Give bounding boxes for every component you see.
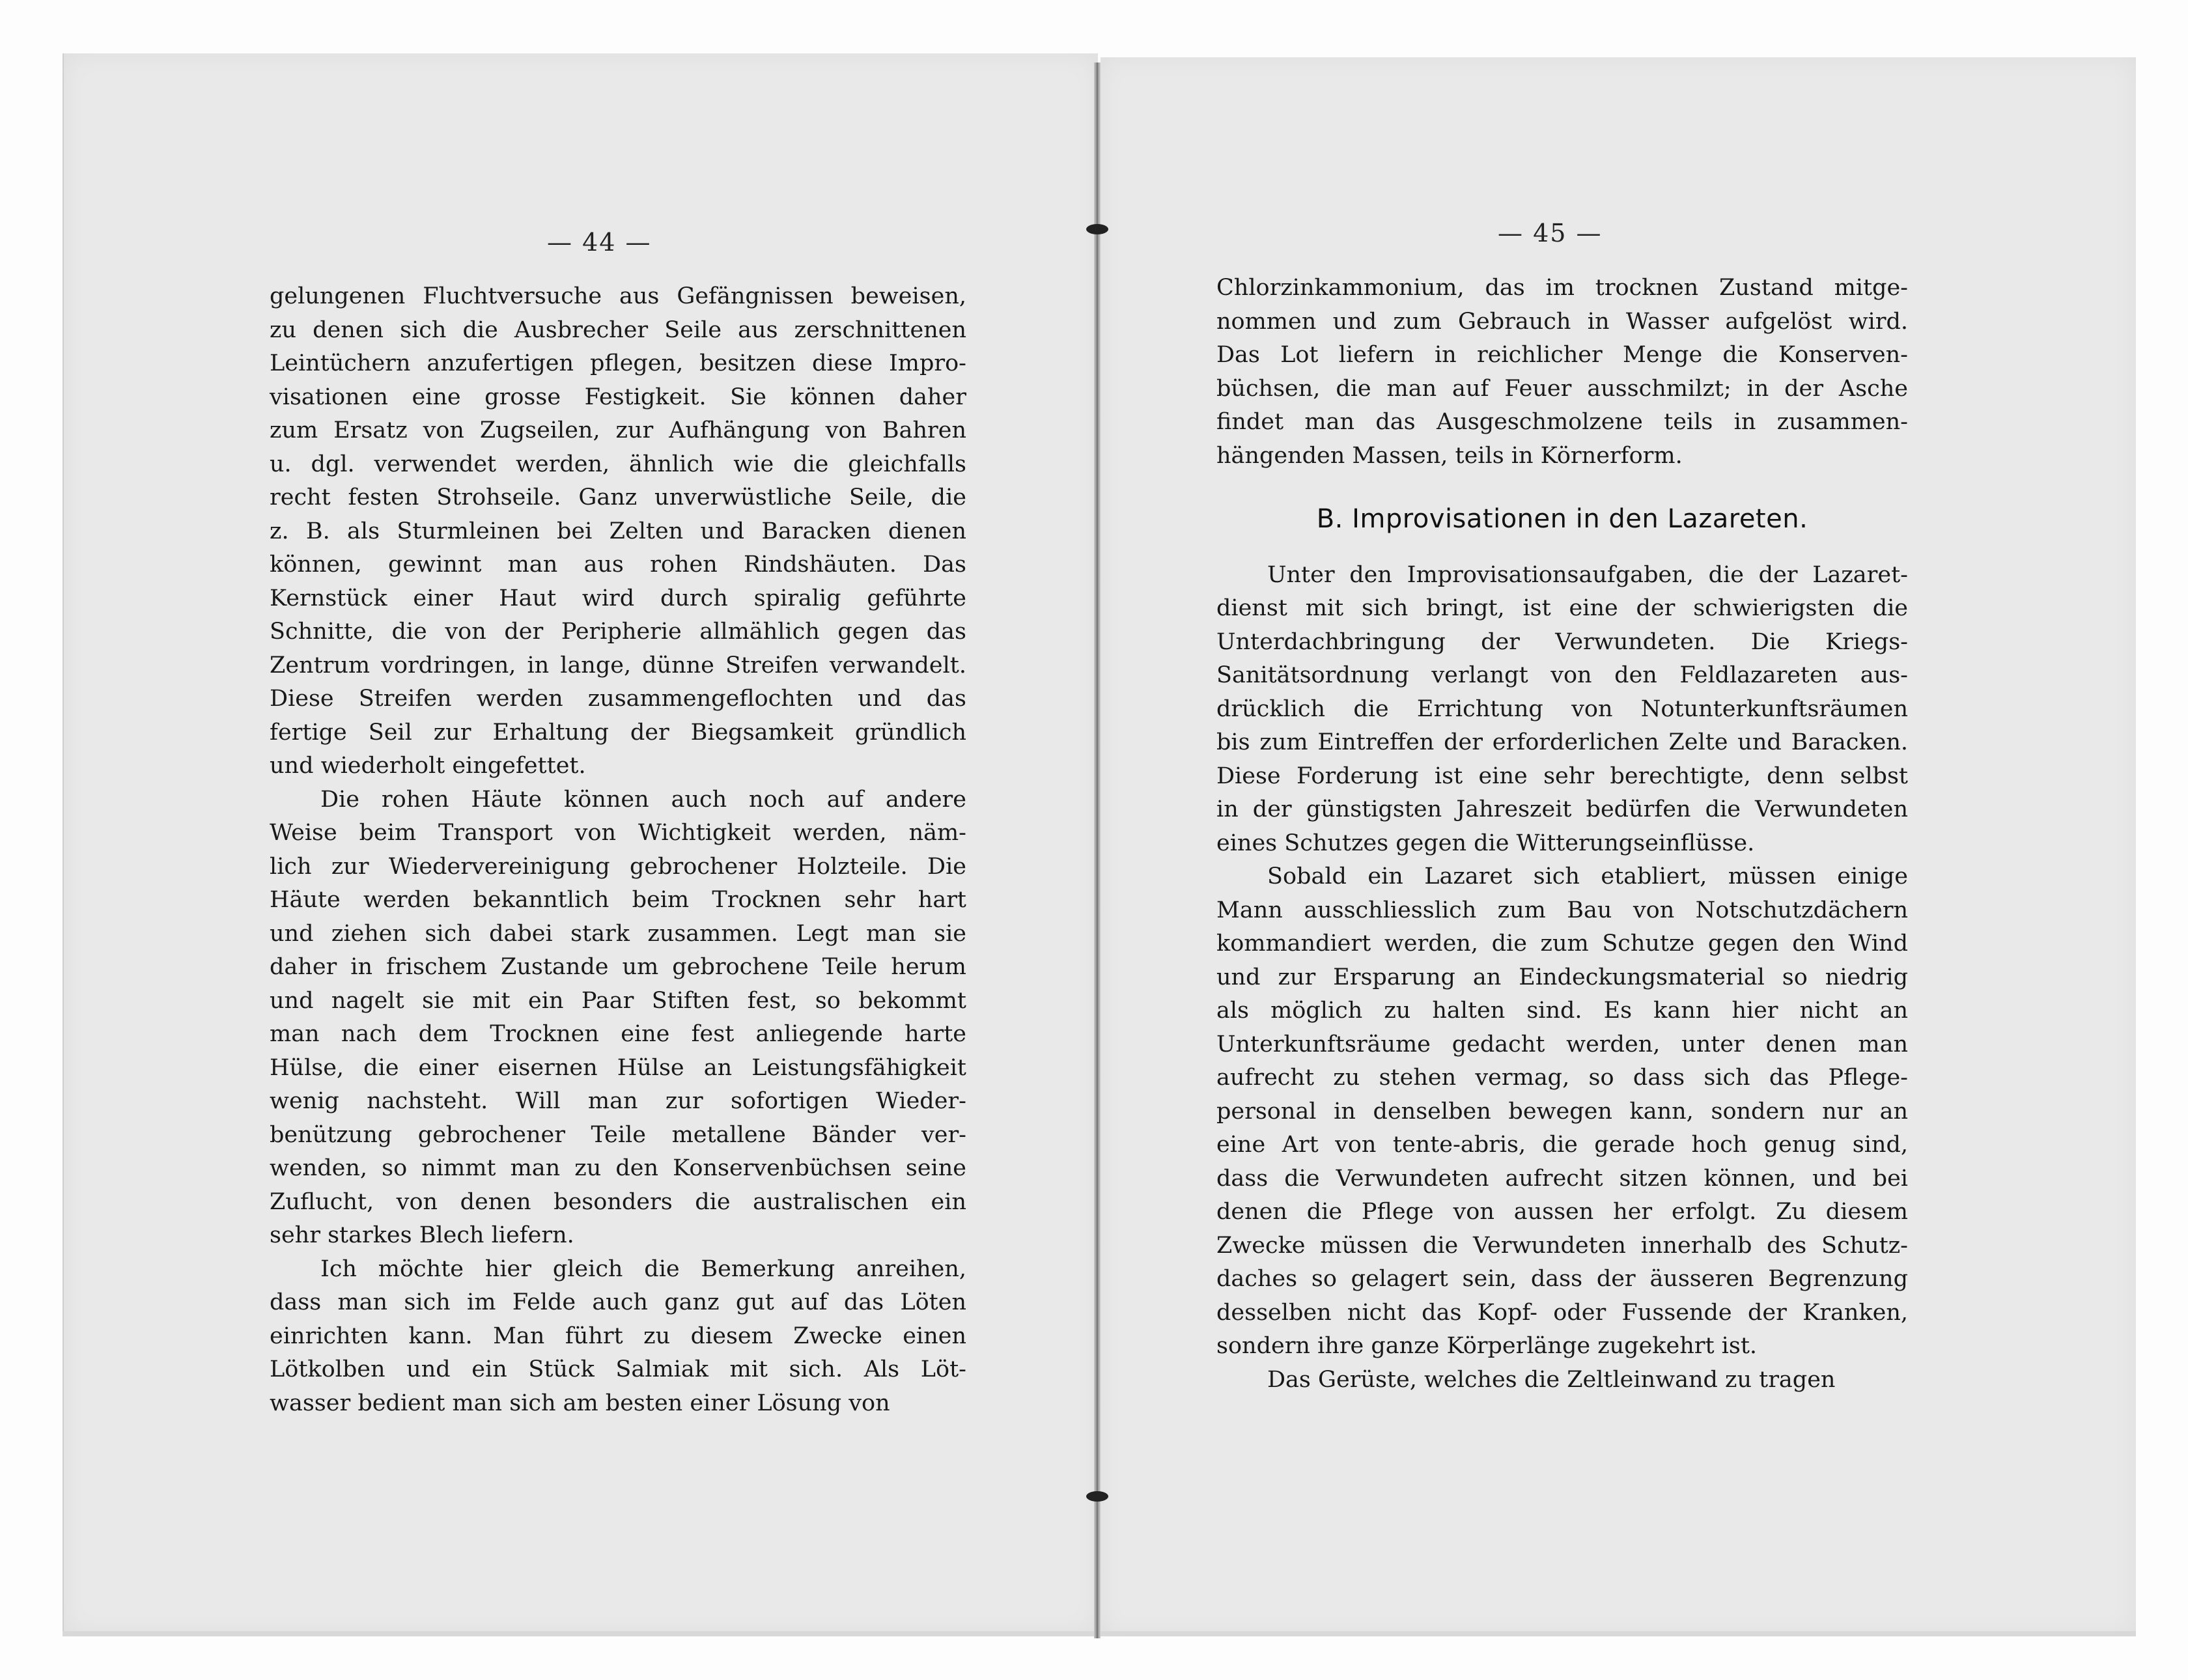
text-line: dass die Verwundeten aufrecht sitzen können, und bei — [1216, 1165, 1908, 1192]
text-line: büchsen, die man auf Feuer ausschmilzt; in der Asche — [1216, 375, 1908, 402]
text-line: Leintüchern anzufertigen pflegen, besitzen diese Impro- — [270, 350, 966, 376]
text-line: Hülse, die einer eisernen Hülse an Leistungsfähigkeit — [270, 1054, 966, 1081]
text-line: wasser bedient man sich am besten einer Lösung von — [270, 1390, 890, 1416]
text-line: daches so gelagert sein, dass der äusseren Begrenzung — [1216, 1266, 1908, 1292]
text-line: Diese Streifen werden zusammengeflochten und das — [270, 686, 966, 712]
right-page-section-body — [1216, 559, 1908, 1397]
text-line: daher in frischem Zustande um gebrochene Teile herum — [270, 954, 966, 980]
text-line: als möglich zu halten sind. Es kann hier nicht an — [1216, 998, 1908, 1024]
text-line: Schnitte, die von der Peripherie allmählich gegen das — [270, 619, 966, 645]
text-line: Mann ausschliesslich zum Bau von Notschutzdächern — [1216, 897, 1908, 923]
text-line: man nach dem Trocknen eine fest anliegende harte — [270, 1021, 966, 1047]
text-line: in der günstigsten Jahreszeit bedürfen die Verwundeten — [1216, 796, 1908, 822]
text-line: Die rohen Häute können auch noch auf andere — [320, 786, 966, 813]
text-line: können, gewinnt man aus rohen Rindshäuten. Das — [270, 552, 966, 578]
book-gutter — [1094, 63, 1101, 1638]
right-page-text — [1216, 272, 1908, 1397]
text-line: Chlorzinkammonium, das im trocknen Zustand mitge- — [1216, 275, 1908, 301]
text-line: dienst mit sich bringt, ist eine der schwierigsten die — [1216, 595, 1908, 621]
section-heading: B. Improvisationen in den Lazareten. — [1316, 504, 1808, 534]
text-line: Weise beim Transport von Wichtigkeit werden, näm- — [270, 820, 966, 846]
text-line: wenig nachsteht. Will man zur sofortigen Wieder- — [270, 1088, 966, 1114]
left-page-text — [270, 280, 966, 1420]
binding-stitch-bottom — [1086, 1491, 1108, 1502]
text-line: dass man sich im Felde auch ganz gut auf das Löten — [270, 1289, 966, 1315]
text-line: Kernstück einer Haut wird durch spiralig geführte — [270, 585, 966, 611]
text-line: recht festen Strohseile. Ganz unverwüstliche Seile, die — [270, 484, 966, 511]
text-line: Lötkolben und ein Stück Salmiak mit sich. Als Löt- — [270, 1356, 966, 1382]
text-line: Unterdachbringung der Verwundeten. Die Kriegs- — [1216, 628, 1908, 655]
text-line: Sobald ein Lazaret sich etabliert, müssen einige — [1267, 863, 1908, 889]
text-line: und zur Ersparung an Eindeckungsmaterial so niedrig — [1216, 964, 1908, 990]
text-line: Unterkunftsräume gedacht werden, unter denen man — [1216, 1031, 1908, 1057]
text-line: Ich möchte hier gleich die Bemerkung anreihen, — [320, 1255, 966, 1282]
text-line: Unter den Improvisationsaufgaben, die der Lazaret- — [1267, 561, 1908, 588]
text-line: gelungenen Fluchtversuche aus Gefängnissen beweisen, — [270, 283, 966, 309]
text-line: und ziehen sich dabei stark zusammen. Legt man sie — [270, 920, 966, 947]
text-line: denen die Pflege von aussen her erfolgt. Zu diesem — [1216, 1199, 1908, 1225]
text-line: sehr starkes Blech liefern. — [270, 1222, 574, 1248]
text-line: z. B. als Sturmleinen bei Zelten und Baracken dienen — [270, 518, 966, 544]
text-line: Diese Forderung ist eine sehr berechtigte, denn selbst — [1216, 763, 1908, 789]
text-line: Das Gerüste, welches die Zeltleinwand zu tragen — [1267, 1366, 1836, 1393]
right-page-number: — 45 — — [1498, 219, 1603, 247]
text-line: personal in denselben bewegen kann, sondern nur an — [1216, 1098, 1908, 1125]
text-line: Sanitätsordnung verlangt von den Feldlazareten aus- — [1216, 662, 1908, 688]
text-line: drücklich die Errichtung von Notunterkunftsräumen — [1216, 695, 1908, 722]
text-line: sondern ihre ganze Körperlänge zugekehrt ist. — [1216, 1333, 1758, 1359]
text-line: desselben nicht das Kopf- oder Fussende der Kranken, — [1216, 1299, 1908, 1326]
text-line: Zentrum vordringen, in lange, dünne Streifen verwandelt. — [270, 652, 966, 679]
text-line: hängenden Massen, teils in Körnerform. — [1216, 442, 1683, 469]
text-line: und wiederholt eingefettet. — [270, 753, 586, 779]
text-line: findet man das Ausgeschmolzene teils in zusammen- — [1216, 409, 1908, 435]
text-line: zu denen sich die Ausbrecher Seile aus zerschnittenen — [270, 316, 966, 343]
text-line: eines Schutzes gegen die Witterungseinflüsse. — [1216, 830, 1755, 856]
text-line: Zuflucht, von denen besonders die australischen ein — [270, 1188, 966, 1215]
text-line: eine Art von tente-abris, die gerade hoch genug sind, — [1216, 1132, 1908, 1158]
text-line: lich zur Wiedervereinigung gebrochener Holzteile. Die — [270, 853, 966, 880]
text-line: zum Ersatz von Zugseilen, zur Aufhängung von Bahren — [270, 417, 966, 443]
text-line: u. dgl. verwendet werden, ähnlich wie die gleichfalls — [270, 451, 966, 477]
text-line: benützung gebrochener Teile metallene Bänder ver- — [270, 1121, 966, 1148]
text-line: einrichten kann. Man führt zu diesem Zwecke einen — [270, 1323, 966, 1349]
text-line: nommen und zum Gebrauch in Wasser aufgelöst wird. — [1216, 308, 1908, 335]
text-line: Zwecke müssen die Verwundeten innerhalb des Schutz- — [1216, 1232, 1908, 1259]
right-page-paragraph-continued — [1216, 272, 1908, 473]
text-line: fertige Seil zur Erhaltung der Biegsamkeit gründlich — [270, 719, 966, 746]
binding-stitch-top — [1086, 224, 1108, 234]
left-page-number: — 44 — — [547, 228, 652, 257]
text-line: und nagelt sie mit ein Paar Stiften fest, so bekommt — [270, 987, 966, 1014]
text-line: bis zum Eintreffen der erforderlichen Zelte und Baracken. — [1216, 729, 1908, 755]
text-line: Häute werden bekanntlich beim Trocknen sehr hart — [270, 887, 966, 913]
text-line: kommandiert werden, die zum Schutze gegen den Wind — [1216, 931, 1908, 957]
text-line: wenden, so nimmt man zu den Konservenbüchsen seine — [270, 1155, 966, 1181]
text-line: visationen eine grosse Festigkeit. Sie können daher — [270, 384, 966, 410]
text-line: aufrecht zu stehen vermag, so dass sich das Pflege- — [1216, 1065, 1908, 1091]
text-line: Das Lot liefern in reichlicher Menge die Konserven- — [1216, 342, 1908, 368]
